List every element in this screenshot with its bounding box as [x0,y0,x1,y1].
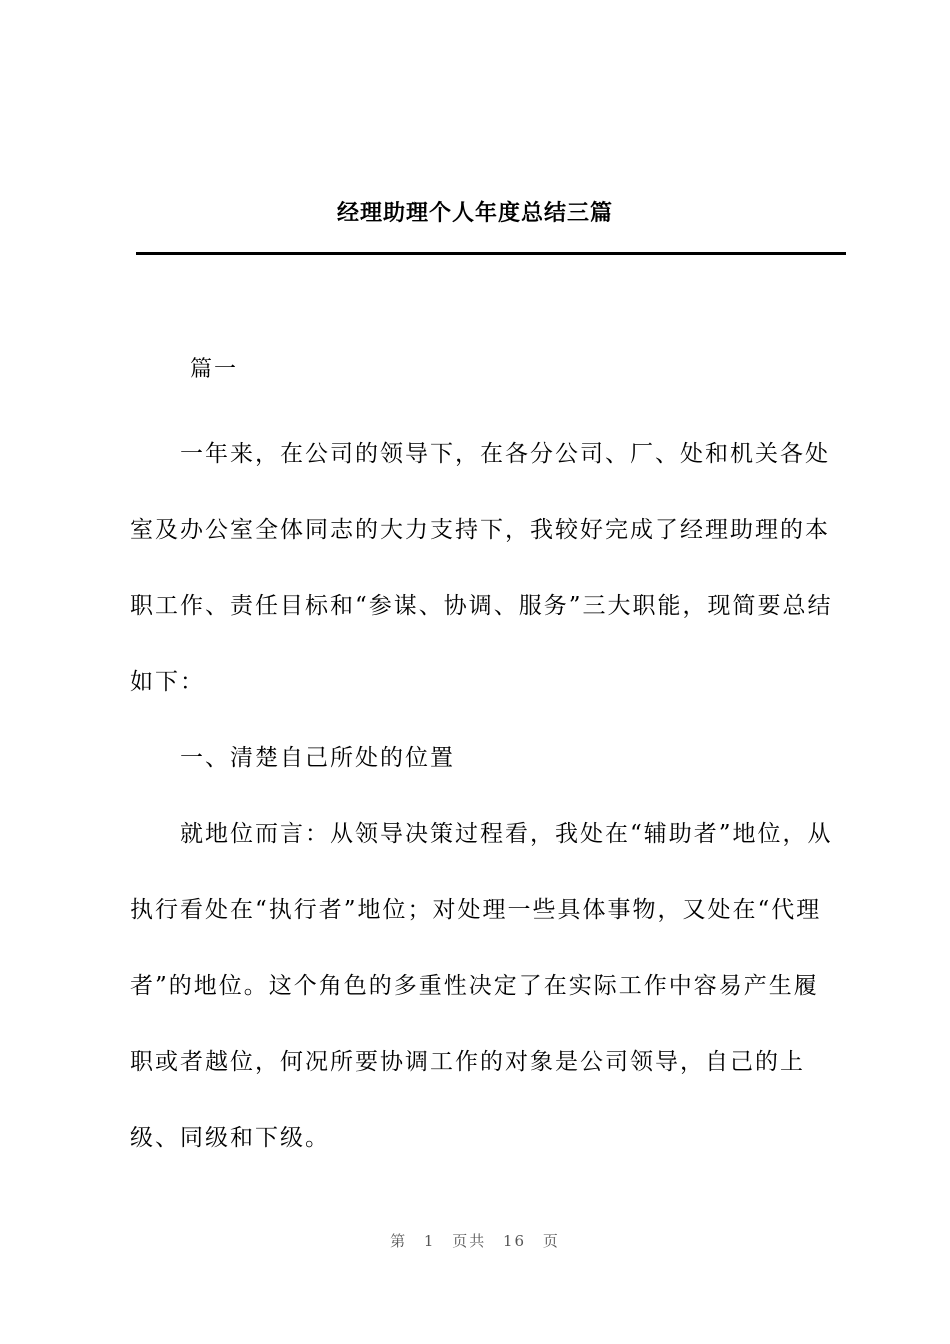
title-divider [136,252,846,255]
document-title: 经理助理个人年度总结三篇 [336,200,613,226]
page-footer: 第 1 页共 16 页 [390,1232,560,1250]
section-label: 篇一 [190,357,239,382]
paragraph-position: 就地位而言：从领导决策过程看，我处在“辅助者”地位，从执行看处在“执行者”地位；对处理一些具体事物，又处在“代理者”的地位。这个角色的多重性决定了在实际工作中容易产生履职或者越位，何况所要协调工作的对象是公司领导，自己的上级、同级和下级。 [130,821,833,1151]
paragraph-intro: 一年来，在公司的领导下，在各分公司、厂、处和机关各处室及办公室全体同志的大力支持下，我较好完成了经理助理的本职工作、责任目标和“参谋、协调、服务”三大职能，现简要总结如下： [130,441,833,695]
paragraph-heading-1: 一、清楚自己所处的位置 [180,745,455,771]
body-text [130,416,842,1176]
